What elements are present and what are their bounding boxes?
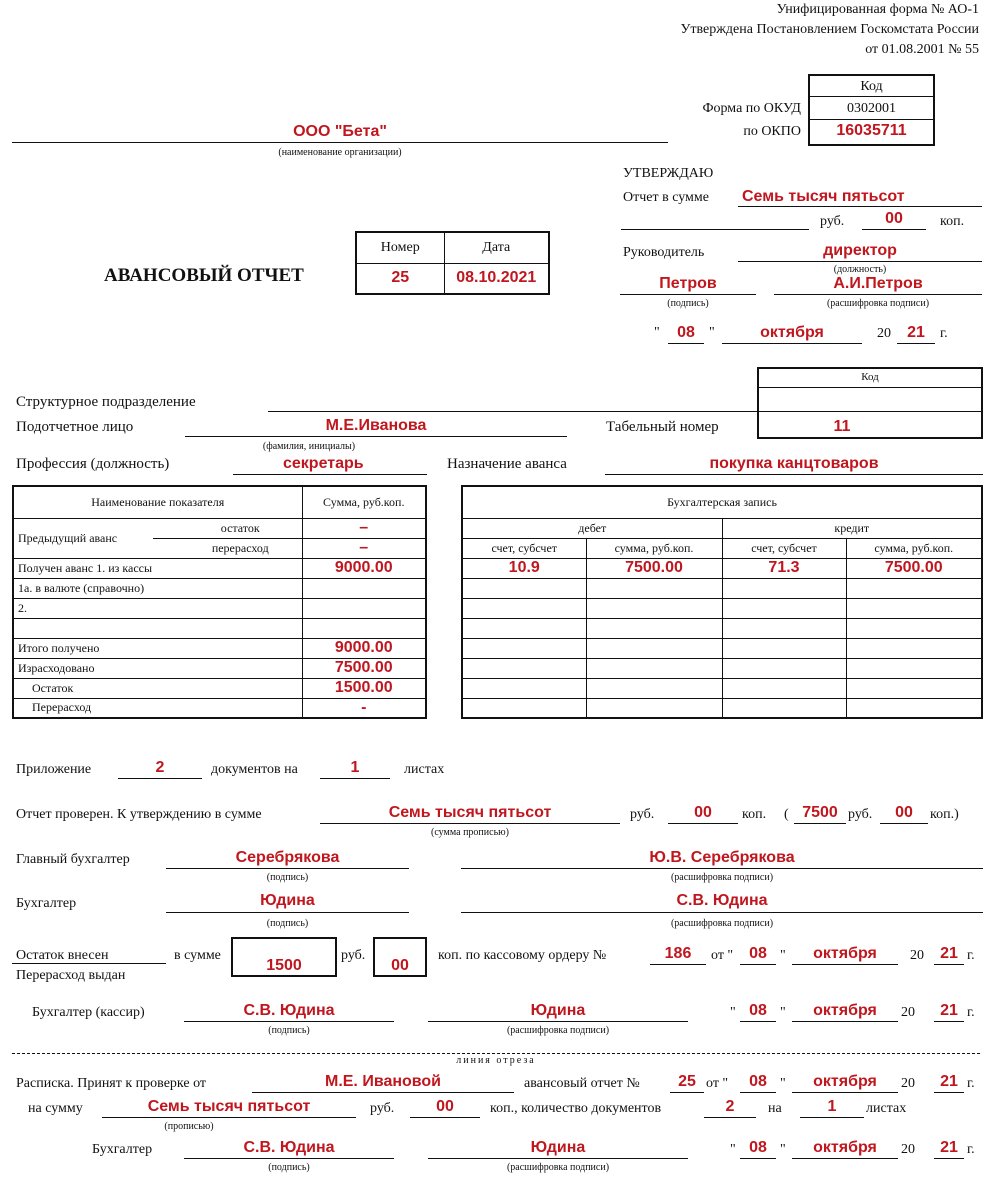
row-label: 1а. в валюте (справочно) bbox=[13, 578, 302, 598]
form-title-line2: Утверждена Постановлением Госкомстата России bbox=[680, 22, 979, 37]
approval-kop-line bbox=[862, 229, 926, 230]
table-row bbox=[13, 638, 426, 658]
cell[interactable] bbox=[586, 698, 722, 718]
okpo-value[interactable]: 16035711 bbox=[836, 122, 907, 139]
row-value[interactable]: - bbox=[361, 698, 367, 716]
receipt-year-prefix: 20 bbox=[901, 1076, 915, 1091]
divider bbox=[808, 96, 935, 97]
receipt-month2[interactable]: октября bbox=[813, 1139, 877, 1156]
attachment-label: Приложение bbox=[16, 762, 92, 777]
prev-overspend-label: перерасход bbox=[153, 538, 302, 558]
debit-sum[interactable]: 7500.00 bbox=[625, 559, 683, 576]
receipt-accountant-decoding-line bbox=[428, 1158, 688, 1159]
attachment-docs-line bbox=[118, 778, 202, 779]
prev-remainder-label: остаток bbox=[153, 518, 302, 538]
person-value[interactable]: М.Е.Иванова bbox=[325, 417, 427, 434]
receipt-year-prefix2: 20 bbox=[901, 1142, 915, 1157]
cut-line bbox=[12, 1053, 980, 1054]
table-row bbox=[13, 578, 426, 598]
table-row bbox=[13, 698, 426, 718]
table-row bbox=[13, 558, 426, 578]
cashier-day[interactable]: 08 bbox=[749, 1002, 767, 1019]
prev-advance-label: Предыдущий аванс bbox=[13, 518, 153, 558]
approval-month[interactable]: октября bbox=[760, 324, 824, 341]
receipt-docs-label: коп., количество документов bbox=[490, 1101, 662, 1116]
row-label: Итого получено bbox=[13, 638, 302, 658]
cashier-month[interactable]: октября bbox=[813, 1002, 877, 1019]
attachment-docs[interactable]: 2 bbox=[155, 759, 165, 776]
accountant-sign-caption: (подпись) bbox=[266, 918, 309, 929]
division-label: Структурное подразделение bbox=[16, 394, 196, 410]
quote-close: " bbox=[709, 325, 715, 340]
head-signature-line bbox=[620, 294, 756, 295]
credit-header: кредит bbox=[722, 518, 982, 538]
prev-remainder-value[interactable]: – bbox=[359, 519, 369, 536]
row-value[interactable]: 7500.00 bbox=[334, 659, 393, 676]
cash-quote-close: " bbox=[780, 948, 786, 963]
cell[interactable] bbox=[462, 678, 586, 698]
cell[interactable] bbox=[722, 658, 846, 678]
receipt-sign-caption: (подпись) bbox=[268, 1162, 310, 1173]
cash-day[interactable]: 08 bbox=[749, 945, 767, 962]
divider bbox=[808, 119, 935, 120]
cash-from-label: от " bbox=[711, 948, 734, 963]
cashier-year-suffix: г. bbox=[967, 1005, 975, 1020]
receipt-docs-line bbox=[704, 1117, 756, 1118]
report-number[interactable]: 25 bbox=[391, 269, 410, 287]
receipt-from-label: от " bbox=[706, 1076, 729, 1091]
verified-kop-line bbox=[668, 823, 738, 824]
chief-decoding-caption: (расшифровка подписи) bbox=[670, 872, 774, 883]
receipt-report-line bbox=[670, 1092, 704, 1093]
chief-decoding-line bbox=[461, 868, 983, 869]
cell[interactable] bbox=[846, 678, 982, 698]
form-title-line1: Унифицированная форма № АО-1 bbox=[776, 2, 979, 17]
chief-sign[interactable]: Серебрякова bbox=[235, 849, 340, 866]
division-line[interactable] bbox=[268, 411, 758, 412]
receipt-kop-value[interactable]: 00 bbox=[436, 1098, 454, 1115]
cashier-decoding-caption: (расшифровка подписи) bbox=[506, 1025, 610, 1036]
verified-kop-label2: коп.) bbox=[930, 807, 959, 822]
receipt-kop-line bbox=[410, 1117, 480, 1118]
receipt-quote-open2: " bbox=[730, 1142, 736, 1157]
head-position-line bbox=[738, 261, 982, 262]
decoding-caption: (расшифровка подписи) bbox=[826, 298, 930, 309]
head-decoding[interactable]: А.И.Петров bbox=[833, 275, 923, 292]
cash-year-prefix: 20 bbox=[910, 948, 924, 963]
verified-kop-line2 bbox=[880, 823, 928, 824]
approval-sum-line2 bbox=[621, 229, 809, 230]
receipt-year-line bbox=[934, 1092, 964, 1093]
debit-sum-header: сумма, руб.коп. bbox=[586, 538, 722, 558]
cash-order-no[interactable]: 186 bbox=[664, 945, 692, 962]
chief-label: Главный бухгалтер bbox=[16, 852, 130, 867]
receipt-sum-label: на сумму bbox=[28, 1101, 83, 1116]
approval-year[interactable]: 21 bbox=[907, 324, 925, 341]
cash-year-line bbox=[934, 964, 964, 965]
paren-open: ( bbox=[784, 807, 789, 822]
purpose-line bbox=[605, 474, 983, 475]
verified-kop-value2[interactable]: 00 bbox=[895, 804, 913, 821]
receipt-day2[interactable]: 08 bbox=[749, 1139, 767, 1156]
receipt-sheets-label: листах bbox=[866, 1101, 907, 1116]
verified-sum-words[interactable]: Семь тысяч пятьсот bbox=[388, 804, 552, 821]
table-row bbox=[462, 558, 982, 578]
receipt-day-line bbox=[740, 1092, 776, 1093]
head-decoding-line bbox=[774, 294, 982, 295]
cell[interactable] bbox=[846, 658, 982, 678]
verified-kop-label: коп. bbox=[742, 807, 767, 822]
accountant-label: Бухгалтер bbox=[16, 896, 77, 911]
approval-day-line bbox=[668, 343, 704, 344]
table-row bbox=[462, 678, 982, 698]
okud-label: Форма по ОКУД bbox=[702, 101, 801, 116]
receipt-sheets[interactable]: 1 bbox=[827, 1098, 837, 1115]
receipt-month2-line bbox=[792, 1158, 898, 1159]
cell[interactable] bbox=[462, 598, 586, 618]
cell[interactable] bbox=[462, 578, 586, 598]
verified-rub-label2: руб. bbox=[848, 807, 873, 822]
receipt-month-line bbox=[792, 1092, 898, 1093]
code-header: Код bbox=[860, 79, 883, 94]
receipt-decoding-caption: (расшифровка подписи) bbox=[506, 1162, 610, 1173]
cell[interactable] bbox=[462, 658, 586, 678]
profession-value[interactable]: секретарь bbox=[283, 455, 364, 472]
receipt-sheets-line bbox=[800, 1117, 864, 1118]
row-label: Получен аванс 1. из кассы bbox=[13, 558, 302, 578]
year-suffix: г. bbox=[940, 326, 948, 341]
cashier-year-prefix: 20 bbox=[901, 1005, 915, 1020]
head-label: Руководитель bbox=[623, 245, 705, 260]
receipt-day2-line bbox=[740, 1158, 776, 1159]
person-caption: (фамилия, инициалы) bbox=[262, 441, 356, 452]
cash-remainder-label: Остаток внесен bbox=[16, 948, 109, 963]
receipt-accountant-sign-line bbox=[184, 1158, 394, 1159]
purpose-value[interactable]: покупка канцтоваров bbox=[709, 455, 879, 472]
row-label: 2. bbox=[13, 598, 302, 618]
cell[interactable] bbox=[846, 618, 982, 638]
divider bbox=[757, 411, 983, 412]
attachment-sheets-line bbox=[320, 778, 390, 779]
accountant-decoding-caption: (расшифровка подписи) bbox=[670, 918, 774, 929]
cell[interactable] bbox=[462, 698, 586, 718]
cash-rub-value[interactable]: 1500 bbox=[266, 957, 302, 974]
receipt-quote-close: " bbox=[780, 1076, 786, 1091]
table-row bbox=[462, 698, 982, 718]
verified-sum-line bbox=[320, 823, 620, 824]
cell[interactable] bbox=[722, 638, 846, 658]
cash-rub-label: руб. bbox=[341, 948, 366, 963]
credit-sum[interactable]: 7500.00 bbox=[884, 559, 943, 576]
approval-day[interactable]: 08 bbox=[677, 324, 695, 341]
cell[interactable] bbox=[722, 618, 846, 638]
cell[interactable] bbox=[586, 598, 722, 618]
cashier-sign-line bbox=[184, 1021, 394, 1022]
receipt-sum-line bbox=[102, 1117, 356, 1118]
cashier-sign-caption: (подпись) bbox=[268, 1025, 310, 1036]
accountant-decoding-line bbox=[461, 912, 983, 913]
cut-line-label: линия отреза bbox=[456, 1055, 536, 1066]
position-caption: (должность) bbox=[833, 264, 887, 275]
advance-table bbox=[12, 485, 427, 719]
cell[interactable] bbox=[722, 678, 846, 698]
cell[interactable] bbox=[462, 638, 586, 658]
chief-decoding[interactable]: Ю.В. Серебрякова bbox=[649, 849, 795, 866]
cashier-decoding-line bbox=[428, 1021, 688, 1022]
accounting-header: Бухгалтерская запись bbox=[462, 486, 982, 518]
table-row bbox=[13, 678, 426, 698]
tab-value[interactable]: 11 bbox=[833, 418, 851, 435]
verified-label: Отчет проверен. К утверждению в сумме bbox=[16, 807, 262, 822]
col-sum-header: Сумма, руб.коп. bbox=[302, 486, 426, 518]
form-title-line3: от 01.08.2001 № 55 bbox=[865, 42, 979, 57]
credit-sum-header: сумма, руб.коп. bbox=[846, 538, 982, 558]
approval-year-line bbox=[897, 343, 935, 344]
receipt-docs[interactable]: 2 bbox=[725, 1098, 735, 1115]
receipt-year2[interactable]: 21 bbox=[940, 1139, 958, 1156]
purpose-label: Назначение аванса bbox=[447, 456, 567, 472]
receipt-quote-close2: " bbox=[780, 1142, 786, 1157]
cell[interactable] bbox=[586, 658, 722, 678]
cell[interactable] bbox=[846, 598, 982, 618]
cash-month-line bbox=[792, 964, 898, 965]
receipt-year[interactable]: 21 bbox=[940, 1073, 958, 1090]
table-row bbox=[462, 638, 982, 658]
chief-sign-caption: (подпись) bbox=[266, 872, 309, 883]
cashier-quote-open: " bbox=[730, 1005, 736, 1020]
debit-header: дебет bbox=[462, 518, 722, 538]
cashier-month-line bbox=[792, 1021, 898, 1022]
approval-kop-label: коп. bbox=[940, 214, 965, 229]
row-label bbox=[13, 618, 302, 638]
receipt-accountant-label: Бухгалтер bbox=[92, 1142, 153, 1157]
cell[interactable] bbox=[722, 598, 846, 618]
table-row bbox=[13, 598, 426, 618]
date-header: Дата bbox=[444, 232, 549, 263]
receipt-year-suffix2: г. bbox=[967, 1142, 975, 1157]
divider bbox=[757, 387, 983, 388]
table-row bbox=[13, 618, 426, 638]
cash-kop-value[interactable]: 00 bbox=[391, 957, 409, 974]
okud-value: 0302001 bbox=[847, 101, 896, 116]
head-signature[interactable]: Петров bbox=[659, 275, 717, 292]
verified-kop-value[interactable]: 00 bbox=[694, 804, 712, 821]
cell[interactable] bbox=[846, 638, 982, 658]
cash-year[interactable]: 21 bbox=[940, 945, 958, 962]
table-row bbox=[462, 658, 982, 678]
approval-rub-label: руб. bbox=[820, 214, 845, 229]
cash-sum-label: в сумме bbox=[174, 948, 221, 963]
report-date[interactable]: 08.10.2021 bbox=[456, 269, 537, 287]
cell[interactable] bbox=[462, 618, 586, 638]
okpo-label: по ОКПО bbox=[743, 124, 801, 139]
prev-overspend-value[interactable]: – bbox=[359, 539, 369, 556]
row-value[interactable]: 1500.00 bbox=[334, 679, 393, 696]
approval-heading: УТВЕРЖДАЮ bbox=[623, 166, 714, 181]
receipt-accountant-sign[interactable]: С.В. Юдина bbox=[243, 1139, 335, 1156]
row-label: Остаток bbox=[13, 678, 302, 698]
cashier-sign[interactable]: С.В. Юдина bbox=[243, 1002, 335, 1019]
receipt-sum-words[interactable]: Семь тысяч пятьсот bbox=[147, 1098, 311, 1115]
quote-open: " bbox=[654, 325, 660, 340]
head-position[interactable]: директор bbox=[823, 242, 897, 259]
cash-month[interactable]: октября bbox=[813, 945, 877, 962]
year-prefix: 20 bbox=[877, 326, 891, 341]
cash-order-line bbox=[650, 964, 706, 965]
approval-sum-line bbox=[738, 206, 982, 207]
accountant-decoding[interactable]: С.В. Юдина bbox=[676, 892, 768, 909]
verified-sum-caption: (сумма прописью) bbox=[431, 827, 509, 838]
cash-remainder-line bbox=[12, 963, 166, 964]
tab-label: Табельный номер bbox=[606, 419, 719, 435]
approval-kop-value[interactable]: 00 bbox=[885, 210, 903, 227]
cell[interactable] bbox=[586, 678, 722, 698]
approval-sum-words[interactable]: Семь тысяч пятьсот bbox=[742, 188, 905, 205]
credit-account[interactable]: 71.3 bbox=[768, 559, 800, 576]
receipt-year-suffix: г. bbox=[967, 1076, 975, 1091]
signature-caption: (подпись) bbox=[667, 298, 709, 309]
person-code-header: Код bbox=[861, 371, 879, 383]
cash-overspend-label: Перерасход выдан bbox=[16, 968, 126, 983]
chief-sign-line bbox=[166, 868, 409, 869]
org-caption: (наименование организации) bbox=[278, 147, 402, 158]
table-row bbox=[462, 578, 982, 598]
cashier-label: Бухгалтер (кассир) bbox=[32, 1005, 145, 1020]
person-line bbox=[185, 436, 567, 437]
accounting-table bbox=[461, 485, 983, 719]
table-row bbox=[462, 618, 982, 638]
verified-rub-label: руб. bbox=[630, 807, 655, 822]
debit-account[interactable]: 10.9 bbox=[508, 559, 540, 576]
attachment-sheets-label: листах bbox=[404, 762, 445, 777]
report-title: АВАНСОВЫЙ ОТЧЕТ bbox=[104, 265, 304, 286]
receipt-label: Расписка. Принят к проверке от bbox=[16, 1076, 207, 1091]
receipt-report-no[interactable]: 25 bbox=[678, 1073, 696, 1090]
cell[interactable] bbox=[722, 578, 846, 598]
cash-day-line bbox=[740, 964, 776, 965]
verified-sum-digits[interactable]: 7500 bbox=[802, 804, 838, 821]
receipt-from-line bbox=[252, 1092, 514, 1093]
row-label: Перерасход bbox=[13, 698, 302, 718]
cashier-quote-close: " bbox=[780, 1005, 786, 1020]
receipt-from-person[interactable]: М.Е. Ивановой bbox=[324, 1073, 442, 1090]
credit-account-header: счет, субсчет bbox=[722, 538, 846, 558]
number-header: Номер bbox=[356, 232, 444, 263]
profession-label: Профессия (должность) bbox=[16, 456, 170, 472]
debit-account-header: счет, субсчет bbox=[462, 538, 586, 558]
receipt-sum-caption: (прописью) bbox=[164, 1121, 214, 1132]
row-label: Израсходовано bbox=[13, 658, 302, 678]
cashier-year-line bbox=[934, 1021, 964, 1022]
accountant-sign-line bbox=[166, 912, 409, 913]
row-value[interactable]: 9000.00 bbox=[334, 559, 393, 576]
table-row bbox=[13, 658, 426, 678]
person-label: Подотчетное лицо bbox=[16, 419, 134, 435]
cash-order-label: коп. по кассовому ордеру № bbox=[438, 948, 607, 963]
attachment-docs-label: документов на bbox=[211, 762, 298, 777]
cash-year-suffix: г. bbox=[967, 948, 975, 963]
profession-line bbox=[233, 474, 427, 475]
approval-sum-label: Отчет в сумме bbox=[623, 190, 709, 205]
org-name-line bbox=[12, 142, 668, 143]
report-number-date-table bbox=[355, 231, 550, 295]
receipt-year2-line bbox=[934, 1158, 964, 1159]
approval-month-line bbox=[722, 343, 862, 344]
cell[interactable] bbox=[722, 698, 846, 718]
cell[interactable] bbox=[586, 638, 722, 658]
cell[interactable] bbox=[586, 578, 722, 598]
cashier-year[interactable]: 21 bbox=[940, 1002, 958, 1019]
row-value[interactable]: 9000.00 bbox=[334, 639, 393, 656]
receipt-rub-label: руб. bbox=[370, 1101, 395, 1116]
cell[interactable] bbox=[846, 578, 982, 598]
accountant-sign[interactable]: Юдина bbox=[260, 892, 315, 909]
table-row bbox=[462, 598, 982, 618]
cell[interactable] bbox=[846, 698, 982, 718]
cashier-decoding[interactable]: Юдина bbox=[530, 1002, 586, 1019]
org-name[interactable]: ООО "Бета" bbox=[293, 123, 387, 140]
receipt-on-label: на bbox=[768, 1101, 782, 1116]
receipt-report-label: авансовый отчет № bbox=[524, 1076, 640, 1091]
col-indicator-header: Наименование показателя bbox=[13, 486, 302, 518]
receipt-accountant-decoding[interactable]: Юдина bbox=[530, 1139, 586, 1156]
attachment-sheets[interactable]: 1 bbox=[350, 759, 360, 776]
cashier-day-line bbox=[740, 1021, 776, 1022]
verified-digits-line bbox=[794, 823, 846, 824]
cell[interactable] bbox=[586, 618, 722, 638]
receipt-month[interactable]: октября bbox=[813, 1073, 877, 1090]
receipt-day[interactable]: 08 bbox=[749, 1073, 767, 1090]
